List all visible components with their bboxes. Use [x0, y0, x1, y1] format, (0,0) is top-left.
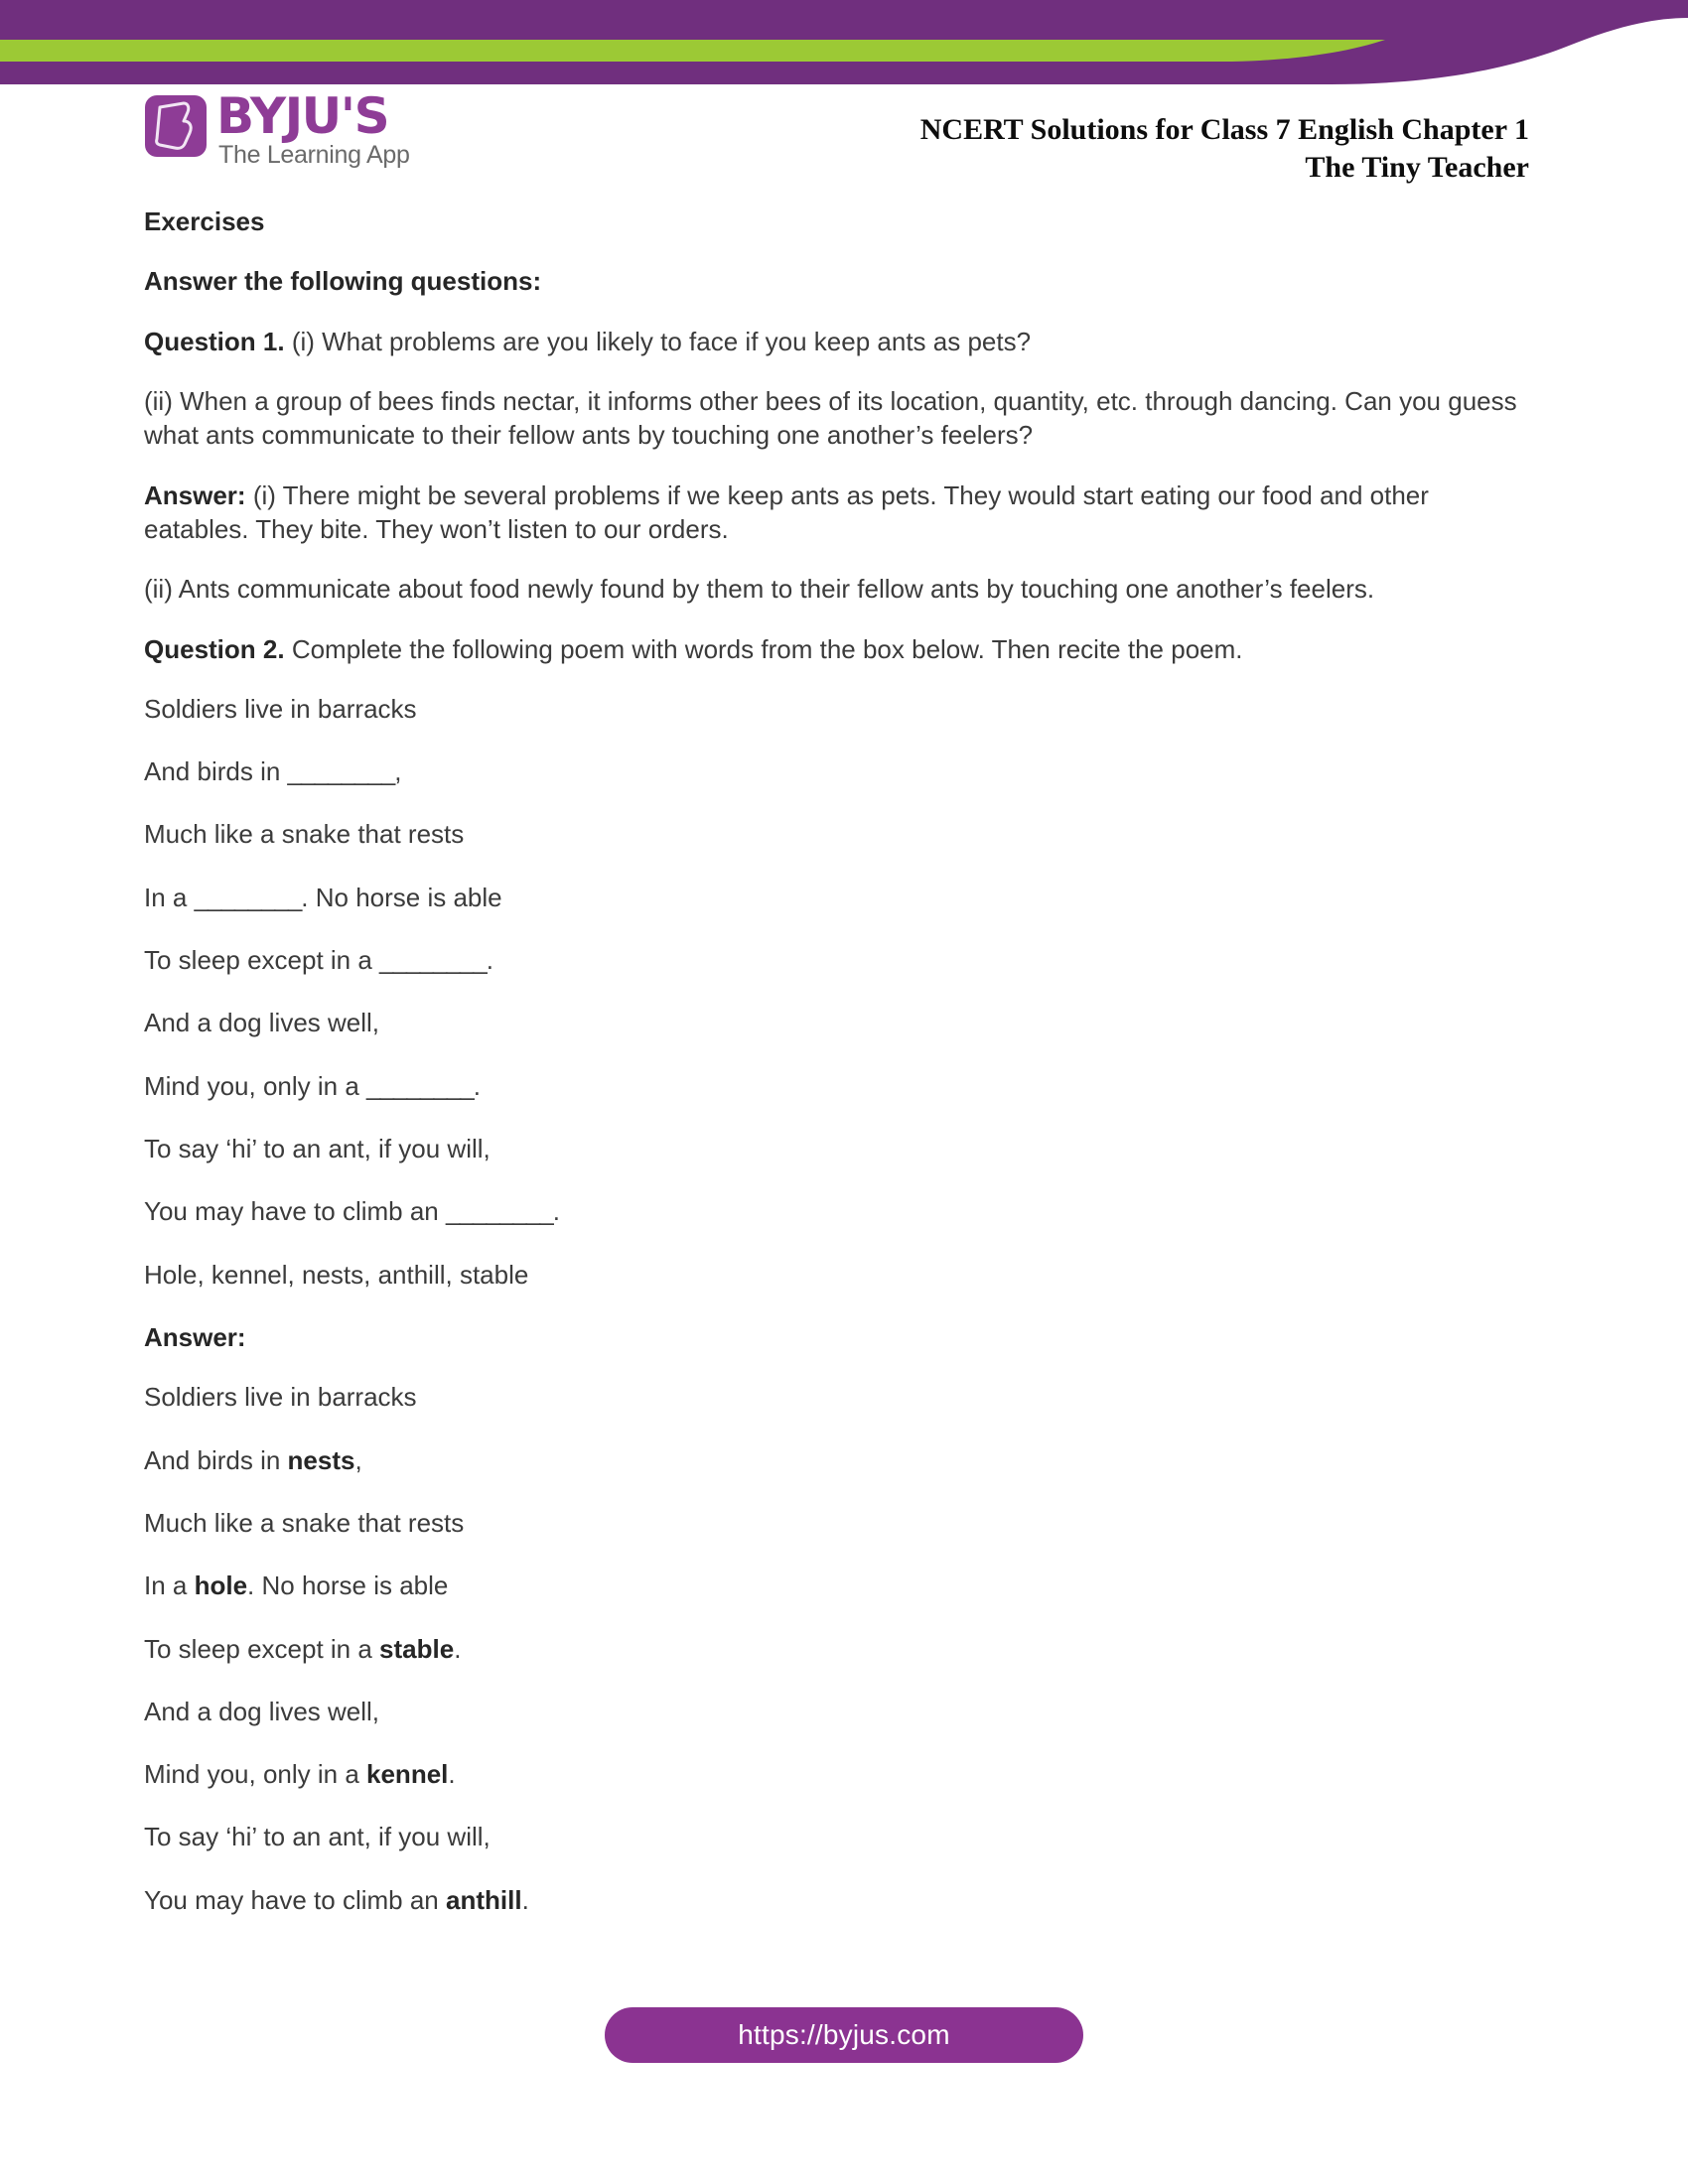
- poem-blank: ________: [366, 1070, 474, 1101]
- poem-line-text: In a: [144, 1570, 195, 1601]
- question-1-part-i: [144, 325, 1534, 358]
- poem-answer-line: [144, 1757, 1534, 1791]
- header-green-band: [0, 40, 1385, 62]
- question-2-label: Question 2.: [144, 633, 285, 664]
- poem-answer-line: [144, 1695, 1534, 1728]
- logo-tagline: The Learning App: [218, 141, 410, 169]
- poem-answer: [144, 1380, 1534, 1917]
- poem-blank: ________: [194, 882, 302, 912]
- poem-line-text: Much like a snake that rests: [144, 1507, 465, 1538]
- poem-line-text: To sleep except in a: [144, 945, 380, 976]
- poem-line-text: And birds in: [144, 756, 288, 787]
- poem-line-text: Much like a snake that rests: [144, 819, 465, 850]
- poem-line-text: And a dog lives well,: [144, 1696, 380, 1726]
- poem-answer-line: [144, 1820, 1534, 1853]
- poem-answer-line: [144, 1569, 1534, 1602]
- question-2-answer-label: Answer:: [144, 1321, 246, 1352]
- poem-answer-word: stable: [379, 1633, 455, 1664]
- answer-instructions-heading: Answer the following questions:: [144, 266, 542, 297]
- poem-line-text-tail: . No horse is able: [301, 882, 502, 912]
- question-2-prompt: [144, 632, 1534, 666]
- poem-blank-line: [144, 754, 1534, 788]
- poem-blank: ________: [379, 945, 487, 976]
- poem-blank-line: [144, 943, 1534, 977]
- poem-line-text-tail: .: [454, 1633, 462, 1664]
- poem-line-text: To say ‘hi’ to an ant, if you will,: [144, 1822, 491, 1852]
- poem-line-text-tail: ,: [394, 756, 402, 787]
- poem-blank-line: [144, 1006, 1534, 1039]
- poem-line-text-tail: .: [552, 1196, 560, 1227]
- poem-line-text-tail: .: [448, 1759, 456, 1790]
- question-1-label: Question 1.: [144, 326, 285, 356]
- poem-line-text: You may have to climb an: [144, 1196, 446, 1227]
- byjus-b-logo-icon: [145, 95, 207, 157]
- poem-line-text: You may have to climb an: [144, 1884, 446, 1915]
- poem-line-text: And birds in: [144, 1444, 288, 1475]
- poem-answer-word: nests: [287, 1444, 355, 1475]
- header-purple-band: [0, 0, 1688, 84]
- poem-blank-line: [144, 1194, 1534, 1228]
- poem-line-text-tail: .: [486, 945, 493, 976]
- poem-blank: ________: [446, 1196, 553, 1227]
- poem-blank-line: [144, 817, 1534, 851]
- page-title-line2: The Tiny Teacher: [1305, 151, 1529, 185]
- poem-line-text-tail: ,: [354, 1444, 362, 1475]
- document-content: [144, 205, 1534, 1946]
- page-title-line1: NCERT Solutions for Class 7 English Chapter 1: [919, 113, 1529, 146]
- poem-blank-line: [144, 692, 1534, 726]
- question-1-answer-i: [144, 478, 1534, 547]
- question-1-part-ii: (ii) When a group of bees finds nectar, it informs other bees of its location, quantity, etc. through dancing. Can you guess what ants communicate to their fellow ants by touching one another’s feelers?: [144, 385, 1517, 451]
- poem-answer-word: kennel: [366, 1759, 449, 1790]
- poem-blank-line: [144, 1069, 1534, 1103]
- poem-word-box: Hole, kennel, nests, anthill, stable: [144, 1259, 529, 1290]
- poem-answer-line: [144, 1380, 1534, 1414]
- question-1-part-i-text: (i) What problems are you likely to face if you keep ants as pets?: [291, 326, 1032, 356]
- poem-line-text: To sleep except in a: [144, 1633, 380, 1664]
- poem-line-text: Soldiers live in barracks: [144, 1382, 417, 1413]
- poem-answer-word: hole: [194, 1570, 248, 1601]
- poem-blank-line: [144, 881, 1534, 914]
- poem-line-text: In a: [144, 882, 195, 912]
- poem-line-text: And a dog lives well,: [144, 1008, 380, 1038]
- poem-line-text-tail: .: [521, 1884, 529, 1915]
- logo-wordmark: BYJU'S: [216, 87, 389, 145]
- poem-line-text: Mind you, only in a: [144, 1070, 367, 1101]
- question-1-answer-ii: (ii) Ants communicate about food newly found by them to their fellow ants by touching one another’s feelers.: [144, 574, 1375, 605]
- page-title: [735, 111, 1529, 188]
- poem-line-text: To say ‘hi’ to an ant, if you will,: [144, 1134, 491, 1163]
- poem-answer-word: anthill: [446, 1884, 522, 1915]
- poem-with-blanks: [144, 692, 1534, 1229]
- poem-blank-line: [144, 1132, 1534, 1165]
- byjus-url-label: https://byjus.com: [738, 2019, 950, 2050]
- header-decoration: [0, 0, 1688, 89]
- byjus-logo: [145, 87, 443, 175]
- question-1-answer-i-text: (i) There might be several problems if we keep ants as pets. They would start eating our food and other eatables. They bite. They won’t listen to our orders.: [144, 479, 1429, 544]
- poem-line-text-tail: . No horse is able: [247, 1570, 449, 1601]
- poem-line-text-tail: .: [473, 1070, 481, 1101]
- question-2-prompt-text: Complete the following poem with words from the box below. Then recite the poem.: [291, 633, 1243, 664]
- question-1-answer-label: Answer:: [144, 479, 246, 510]
- poem-answer-line: [144, 1443, 1534, 1477]
- poem-answer-line: [144, 1883, 1534, 1917]
- poem-answer-line: [144, 1506, 1534, 1540]
- exercises-heading: Exercises: [144, 206, 265, 236]
- poem-line-text: Soldiers live in barracks: [144, 693, 417, 724]
- poem-answer-line: [144, 1632, 1534, 1666]
- poem-line-text: Mind you, only in a: [144, 1759, 367, 1790]
- byjus-url-button[interactable]: [605, 2007, 1083, 2063]
- poem-blank: ________: [287, 756, 395, 787]
